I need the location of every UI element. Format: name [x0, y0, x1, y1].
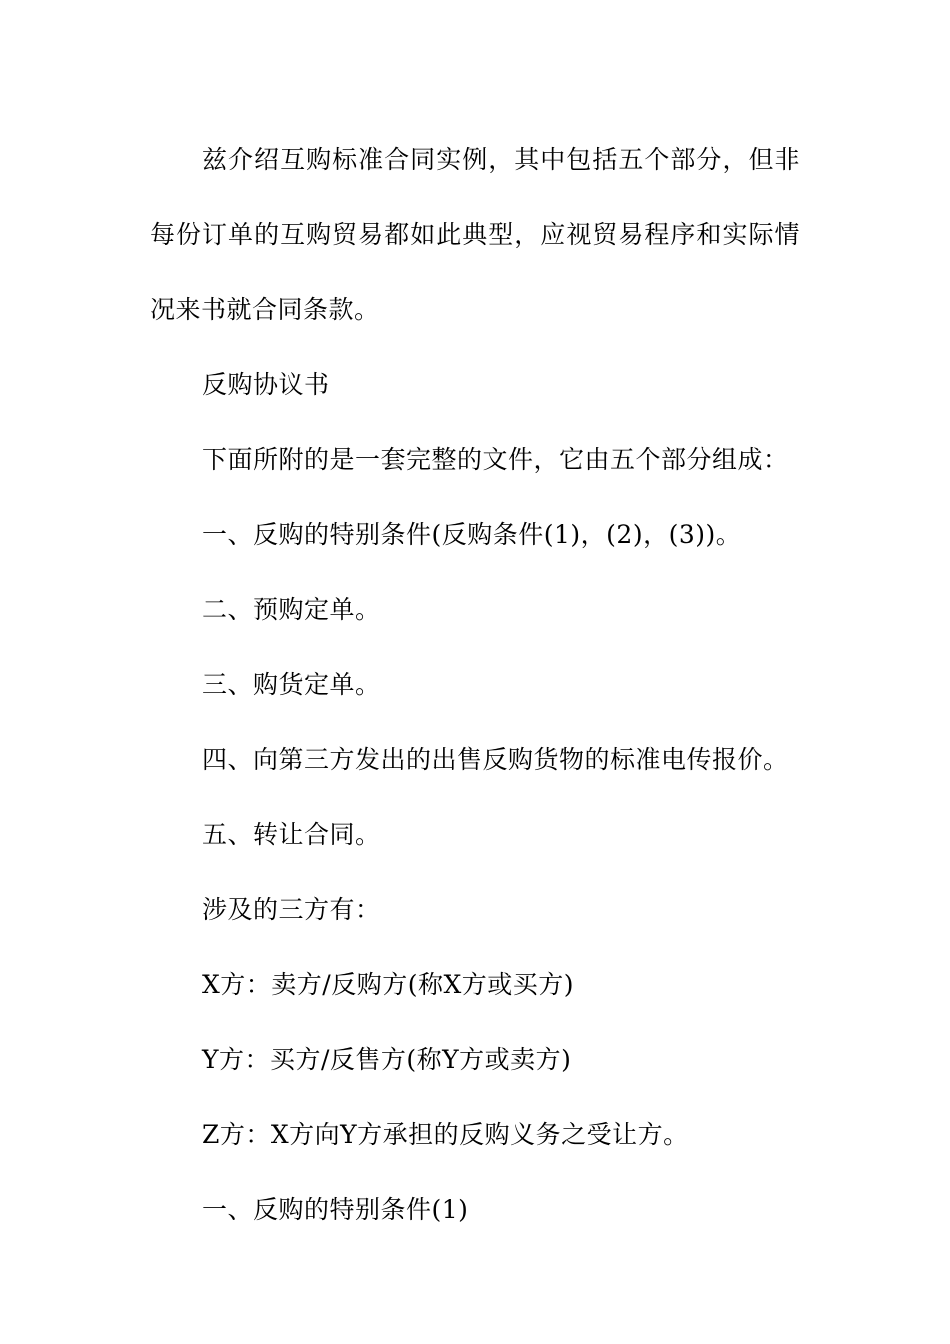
list-item-2: 二、预购定单。 — [202, 595, 381, 624]
documents-intro: 下面所附的是一套完整的文件，它由五个部分组成： — [202, 445, 789, 474]
intro-paragraph: 兹介绍互购标准合同实例，其中包括五个部分，但非每份订单的互购贸易都如此典型，应视贸易程序和实际情况来书就合同条款。 — [150, 145, 800, 324]
list-item-5: 五、转让合同。 — [202, 820, 381, 849]
party-y: Y方：买方/反售方(称Y方或卖方) — [202, 1045, 572, 1074]
list-item-4: 四、向第三方发出的出售反购货物的标准电传报价。 — [202, 745, 789, 774]
document-body — [150, 122, 800, 1247]
agreement-title: 反购协议书 — [202, 370, 330, 399]
party-x: X方：卖方/反购方(称X方或买方) — [202, 970, 575, 999]
list-item-3: 三、购货定单。 — [202, 670, 381, 699]
parties-heading: 涉及的三方有： — [202, 895, 381, 924]
section-heading: 一、反购的特别条件(1) — [202, 1195, 469, 1224]
list-item-1: 一、反购的特别条件(反购条件(1)，(2)，(3))。 — [202, 520, 742, 549]
party-z: Z方：X方向Y方承担的反购义务之受让方。 — [202, 1120, 689, 1149]
